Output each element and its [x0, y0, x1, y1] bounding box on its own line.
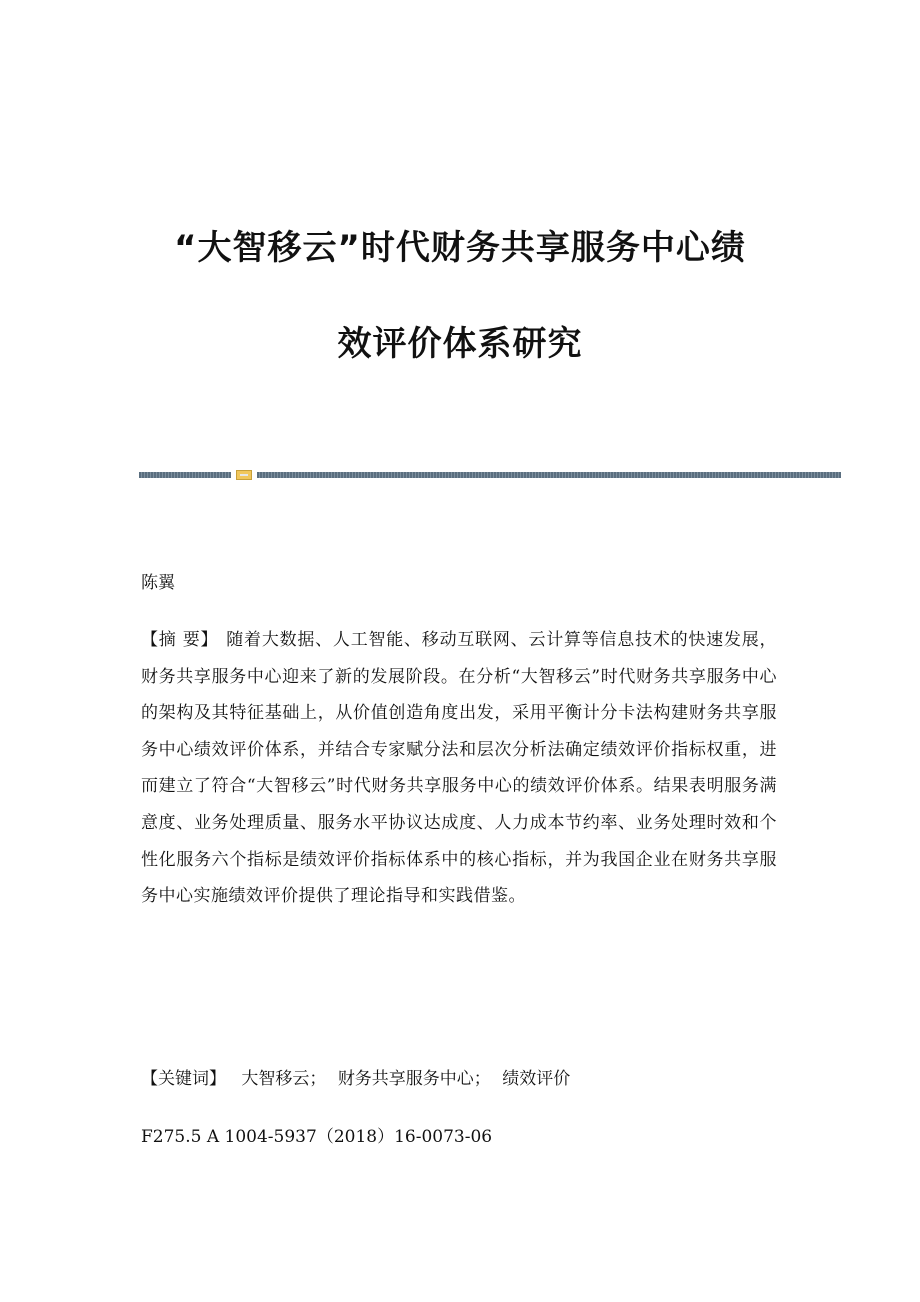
keyword-item: 大智移云；	[241, 1069, 327, 1089]
abstract-label: 【摘 要】	[141, 630, 219, 650]
keywords	[141, 1064, 576, 1089]
paper-title-line-2: 效评价体系研究	[337, 324, 583, 364]
keyword-item: 绩效评价	[502, 1069, 571, 1089]
abstract	[141, 622, 777, 915]
divider-bar-left	[139, 472, 231, 478]
title-divider	[139, 470, 841, 480]
divider-bar-right	[257, 472, 841, 478]
keyword-item: 财务共享服务中心；	[337, 1069, 491, 1089]
author-name: 陈翼	[141, 573, 175, 593]
keywords-label: 【关键词】	[141, 1069, 226, 1089]
paper-title-line-1: “大智移云”时代财务共享服务中心绩	[174, 228, 746, 268]
classification-code: F275.5 A 1004-5937（2018）16-0073-06	[141, 1127, 493, 1147]
abstract-text: 随着大数据、人工智能、移动互联网、云计算等信息技术的快速发展，财务共享服务中心迎来了新的发展阶段。在分析“大智移云”时代财务共享服务中心的架构及其特征基础上，从价值创造角度出发，采用平衡计分卡法构建财务共享服务中心绩效评价体系，并结合专家赋分法和层次分析法确定绩效评价指标权重，进而建立了符合“大智移云”时代财务共享服务中心的绩效评价体系。结果表明服务满意度、业务处理质量、服务水平协议达成度、人力成本节约率、业务处理时效和个性化服务六个指标是绩效评价指标体系中的核心指标，并为我国企业在财务共享服务中心实施绩效评价提供了理论指导和实践借鉴。	[141, 630, 778, 907]
divider-ornament-icon	[236, 470, 252, 480]
